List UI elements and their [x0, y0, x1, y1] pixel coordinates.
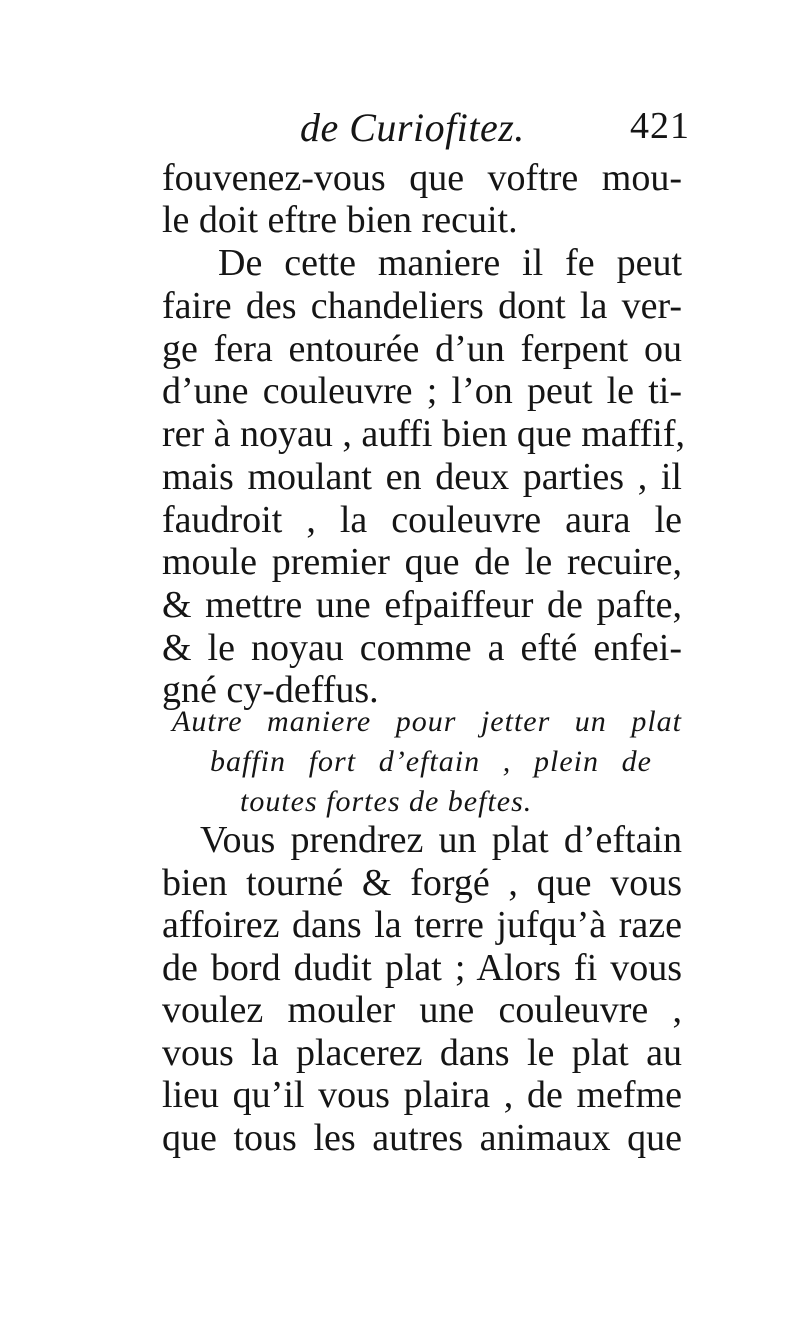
text-line: de bord dudit plat ; Alors fi vous — [162, 947, 682, 989]
text-line: faudroit , la couleuvre aura le — [162, 499, 682, 541]
text-line: d’une couleuvre ; l’on peut le ti- — [162, 370, 682, 412]
page-header — [300, 104, 690, 154]
text-line: rer à noyau , auffi bien que maffif, — [162, 413, 686, 455]
section-heading-line: Autre maniere pour jetter un plat — [172, 705, 682, 738]
text-line: Vous prendrez un plat d’eftain — [200, 819, 682, 861]
text-line: affoirez dans la terre jufqu’à raze — [162, 904, 682, 946]
section-heading-line: toutes fortes de beftes. — [240, 785, 533, 818]
text-line: que tous les autres animaux que — [162, 1117, 682, 1159]
text-line: lieu qu’il vous plaira , de mefme — [162, 1074, 682, 1116]
text-line: voulez mouler une couleuvre , — [162, 989, 682, 1031]
running-head: de Curiofitez. — [300, 105, 525, 150]
section-heading-line: baffin fort d’eftain , plein de — [210, 745, 652, 778]
text-line: faire des chandeliers dont la ver- — [162, 285, 682, 327]
page-number: 421 — [630, 105, 690, 147]
text-line: gné cy-deffus. — [162, 669, 379, 711]
text-line: De cette maniere il fe peut — [218, 242, 682, 284]
text-line: & mettre une efpaiffeur de pafte, — [162, 584, 682, 626]
text-line: moule premier que de le recuire, — [162, 541, 682, 583]
text-line: mais moulant en deux parties , il — [162, 456, 682, 498]
text-line: le doit eftre bien recuit. — [162, 199, 518, 241]
text-line: & le noyau comme a efté enfei- — [162, 627, 682, 669]
text-line: vous la placerez dans le plat au — [162, 1032, 682, 1074]
text-line: ge fera entourée d’un ferpent ou — [162, 328, 682, 370]
text-line: bien tourné & forgé , que vous — [162, 862, 682, 904]
text-line: fouvenez-vous que voftre mou- — [162, 157, 682, 199]
